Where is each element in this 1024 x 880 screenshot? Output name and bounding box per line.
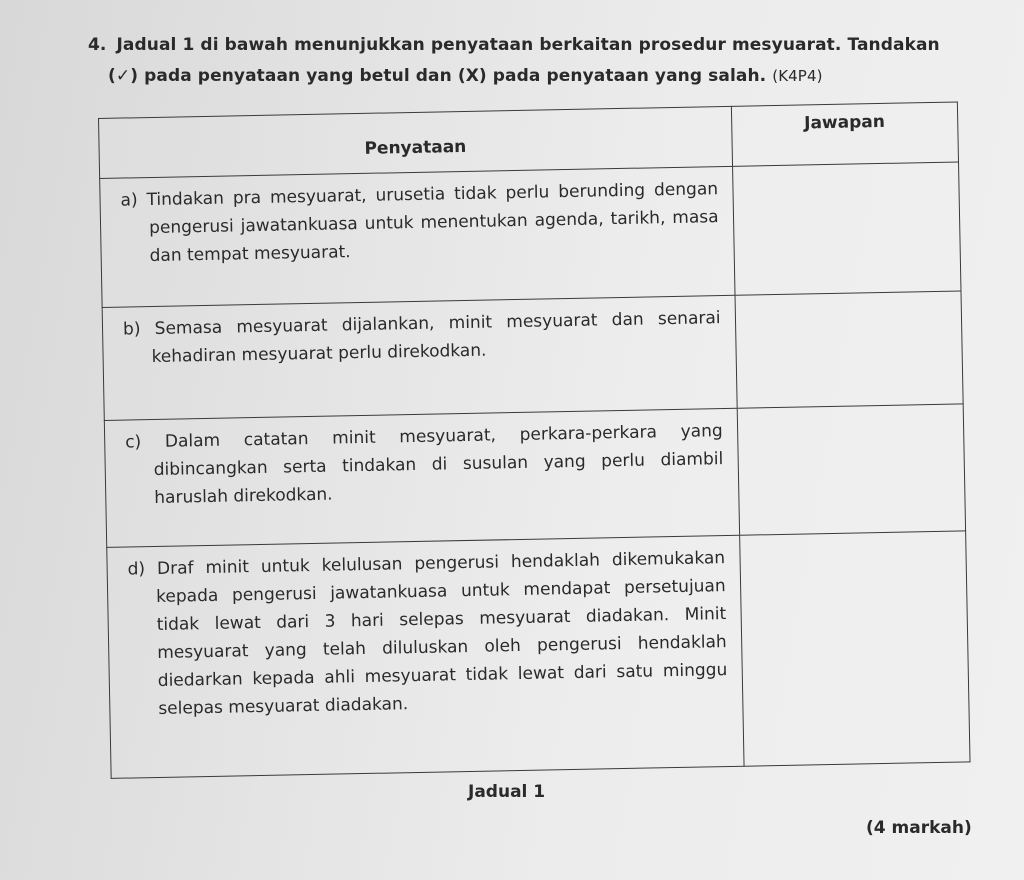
header-statement: Penyataan [99, 106, 733, 178]
question-text-line-1: Jadual 1 di bawah menunjukkan penyataan berkaitan prosedur mesyuarat. Tandakan [116, 35, 940, 55]
statement-a: a) Tindakan pra mesyuarat, urusetia tidak perlu berunding dengan pengerusi jawatankuasa untuk menentukan agenda, tarikh, masa dan tempat mesyuarat. [100, 166, 735, 307]
statement-table [98, 101, 971, 778]
answer-cell-d[interactable] [739, 531, 970, 766]
marks-label: (4 markah) [866, 818, 972, 838]
question-number: 4. [88, 35, 107, 55]
question-line-2 [108, 66, 823, 86]
answer-cell-a[interactable] [732, 162, 961, 295]
answer-cell-b[interactable] [735, 291, 964, 408]
statement-b: b) Semasa mesyuarat dijalankan, minit mesyuarat dan senarai kehadiran mesyuarat perlu direkodkan. [102, 295, 737, 420]
question-line-1 [88, 35, 940, 55]
table-row [107, 531, 970, 778]
table-row [100, 162, 961, 307]
table-caption: Jadual 1 [468, 782, 546, 802]
table-row [104, 404, 965, 547]
question-reference: (K4P4) [772, 67, 823, 85]
question-text-line-2: (✓) pada penyataan yang betul dan (X) pada penyataan yang salah. [108, 66, 767, 86]
statement-d: d) Draf minit untuk kelulusan pengerusi hendaklah dikemukakan kepada pengerusi jawatankuasa untuk mendapat persetujuan tidak lewat dari 3 hari selepas mesyuarat diadakan. Minit mesyuarat yang telah diluluskan oleh pengerusi hendaklah diedarkan kepada ahli mesyuarat tidak lewat dari satu minggu selepas mesyuarat diadakan. [107, 535, 744, 778]
header-answer: Jawapan [731, 102, 959, 166]
answer-cell-c[interactable] [737, 404, 966, 535]
statement-c: c) Dalam catatan minit mesyuarat, perkara-perkara yang dibincangkan serta tindakan di susulan yang perlu diambil haruslah direkodkan. [104, 408, 739, 547]
table-row [102, 291, 963, 420]
